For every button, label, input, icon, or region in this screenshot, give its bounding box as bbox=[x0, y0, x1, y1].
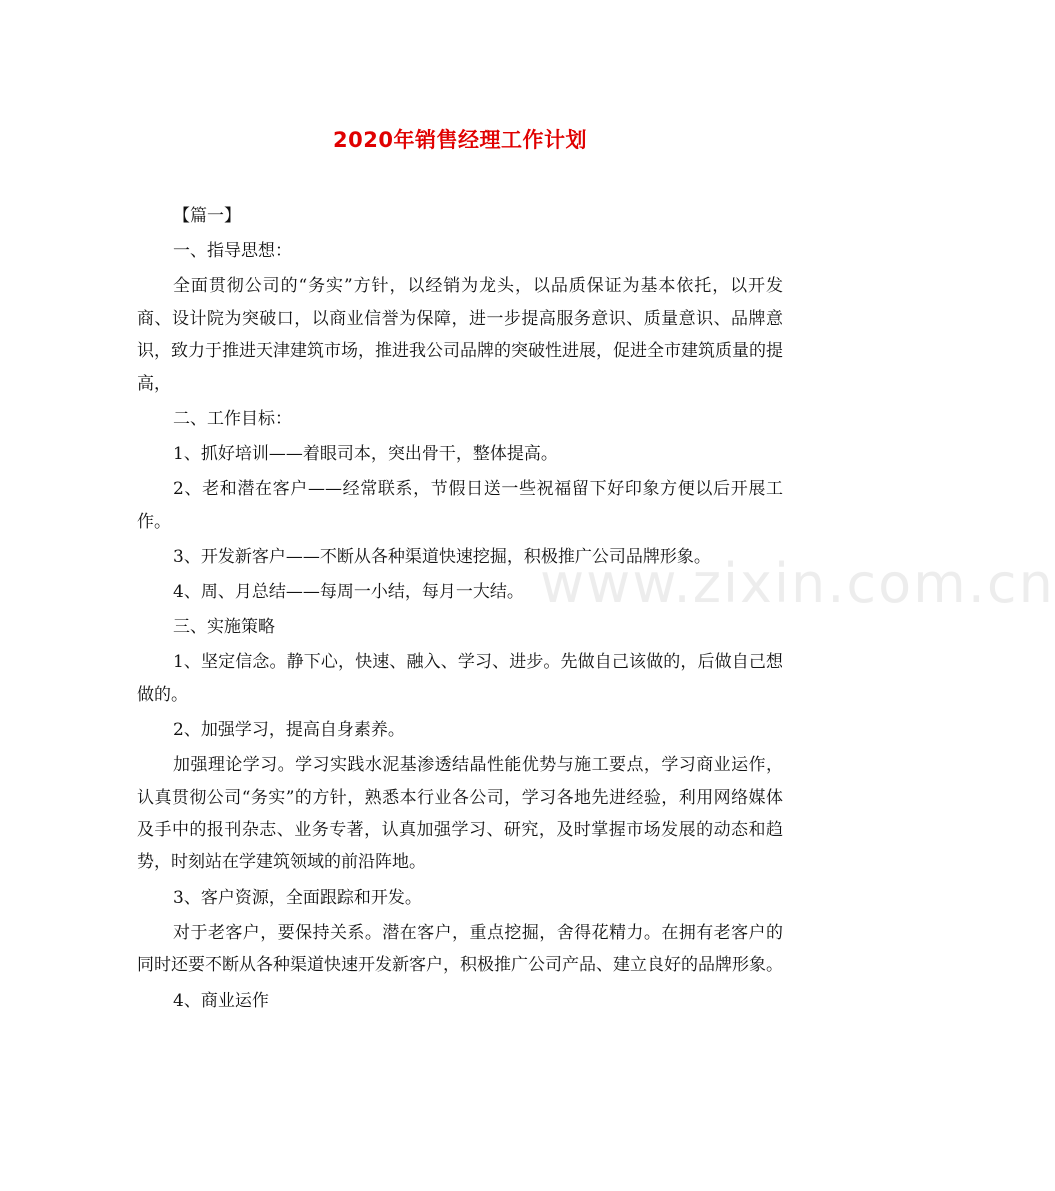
heading-guiding-ideology: 一、指导思想： bbox=[173, 241, 292, 262]
goal-item-3: 3、开发新客户——不断从各种渠道快速挖掘，积极推广公司品牌形象。 bbox=[173, 546, 711, 567]
paragraph-guiding-ideology: 全面贯彻公司的“务实”方针，以经销为龙头，以品质保证为基本依托，以开发商、设计院为突破口，以商业信誉为保障，进一步提高服务意识、质量意识、品牌意识，致力于推进天津建筑市场，推进我公司品牌的突破性进展，促进全市建筑质量的提高， bbox=[137, 276, 783, 394]
goal-item-4: 4、周、月总结——每周一小结，每月一大结。 bbox=[173, 582, 524, 603]
heading-work-goals: 二、工作目标： bbox=[173, 408, 292, 429]
goal-item-2: 2、老和潜在客户——经常联系，节假日送一些祝福留下好印象方便以后开展工作。 bbox=[137, 479, 783, 532]
watermark: www.zixin.com.cn bbox=[540, 552, 1055, 615]
strategy-item-4: 4、商业运作 bbox=[173, 990, 269, 1011]
strategy-item-1: 1、坚定信念。静下心，快速、融入、学习、进步。先做自己该做的，后做自己想做的。 bbox=[137, 652, 783, 705]
strategy-item-2: 2、加强学习，提高自身素养。 bbox=[173, 720, 405, 741]
section-heading-part-one: 【篇一】 bbox=[173, 206, 241, 226]
paragraph-customer-resources: 对于老客户，要保持关系。潜在客户，重点挖掘，舍得花精力。在拥有老客户的同时还要不断从各种渠道快速开发新客户，积极推广公司产品、建立良好的品牌形象。 bbox=[137, 922, 783, 976]
document-body bbox=[137, 200, 783, 1020]
paragraph-theory-study: 加强理论学习。学习实践水泥基渗透结晶性能优势与施工要点，学习商业运作，认真贯彻公司“务实”的方针，熟悉本行业各公司，学习各地先进经验，利用网络媒体及手中的报刊杂志、业务专著，认真加强学习、研究，及时掌握市场发展的动态和趋势，时刻站在学建筑领域的前沿阵地。 bbox=[137, 755, 783, 873]
strategy-item-3: 3、客户资源，全面跟踪和开发。 bbox=[173, 887, 422, 908]
goal-item-1: 1、抓好培训——着眼司本，突出骨干，整体提高。 bbox=[173, 444, 558, 465]
heading-implementation-strategy: 三、实施策略 bbox=[173, 617, 275, 638]
document-title: 2020年销售经理工作计划 bbox=[333, 128, 587, 152]
